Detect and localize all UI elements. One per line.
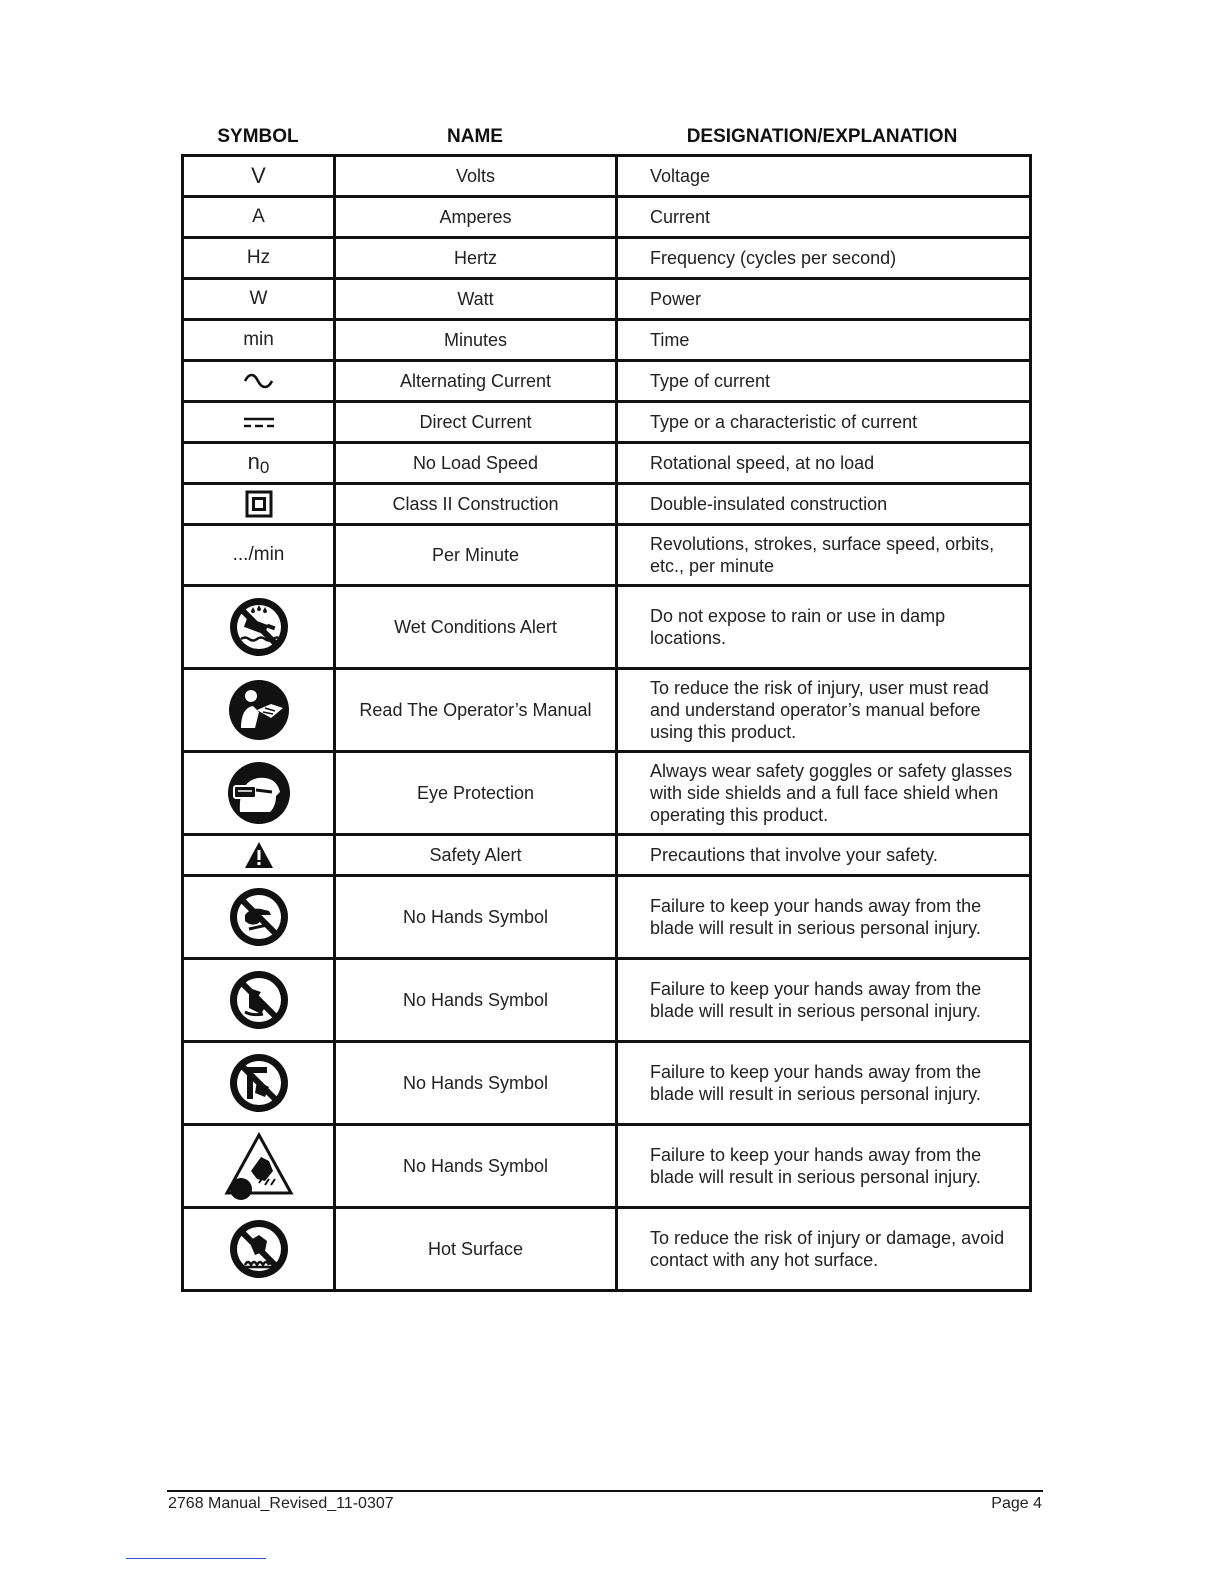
- symbol-cell: [183, 197, 335, 238]
- table-row: [183, 876, 1031, 959]
- name-cell: No Hands Symbol: [335, 876, 617, 959]
- designation-cell: Always wear safety goggles or safety glasses with side shields and a full face shield when operating this product.: [617, 752, 1031, 835]
- symbol-text: A: [252, 206, 265, 227]
- name-cell: Hot Surface: [335, 1208, 617, 1291]
- symbol-text: Hz: [246, 247, 271, 268]
- table-row: [183, 1125, 1031, 1208]
- designation-cell: Power: [617, 279, 1031, 320]
- footer-document-id: 2768 Manual_Revised_11-0307: [168, 1495, 394, 1512]
- no-hands-icon: [227, 885, 291, 949]
- designation-cell: To reduce the risk of injury, user must read and understand operator’s manual before using this product.: [617, 669, 1031, 752]
- table-row: [183, 156, 1031, 197]
- table-row: [183, 752, 1031, 835]
- footer-page-number: Page 4: [991, 1495, 1042, 1512]
- name-cell: No Hands Symbol: [335, 1125, 617, 1208]
- safety-alert-icon: [243, 840, 275, 870]
- designation-cell: Current: [617, 197, 1031, 238]
- no-hands-warning-triangle-icon: [223, 1131, 295, 1201]
- footer-rule: [167, 1490, 1043, 1492]
- designation-cell: Type or a characteristic of current: [617, 402, 1031, 443]
- bottom-divider: [126, 1558, 266, 1559]
- symbol-cell: [183, 402, 335, 443]
- symbol-cell: [183, 1208, 335, 1291]
- symbol-text: V: [251, 163, 266, 188]
- name-cell: Amperes: [335, 197, 617, 238]
- symbol-cell: [183, 586, 335, 669]
- name-cell: Watt: [335, 279, 617, 320]
- read-manual-icon: [227, 678, 291, 742]
- table-row: [183, 279, 1031, 320]
- class-ii-construction-icon: [245, 490, 273, 518]
- header-designation: DESIGNATION/EXPLANATION: [686, 126, 958, 147]
- table-row: [183, 959, 1031, 1042]
- designation-cell: Failure to keep your hands away from the blade will result in serious personal injury.: [617, 876, 1031, 959]
- designation-cell: Precautions that involve your safety.: [617, 835, 1031, 876]
- name-cell: Alternating Current: [335, 361, 617, 402]
- table-row: [183, 835, 1031, 876]
- name-cell: Volts: [335, 156, 617, 197]
- eye-protection-icon: [226, 760, 292, 826]
- name-cell: Minutes: [335, 320, 617, 361]
- table-row: [183, 484, 1031, 525]
- direct-current-icon: [242, 415, 276, 431]
- symbol-subscript: 0: [259, 457, 270, 477]
- symbols-table: [181, 154, 1032, 1292]
- table-row: [183, 1208, 1031, 1291]
- name-cell: No Hands Symbol: [335, 1042, 617, 1125]
- no-hands-icon: [227, 968, 291, 1032]
- name-cell: No Load Speed: [335, 443, 617, 484]
- table-row: [183, 361, 1031, 402]
- designation-cell: Failure to keep your hands away from the blade will result in serious personal injury.: [617, 959, 1031, 1042]
- header-name: NAME: [447, 126, 503, 147]
- alternating-current-icon: [242, 372, 276, 392]
- table-row: [183, 402, 1031, 443]
- designation-cell: Failure to keep your hands away from the blade will result in serious personal injury.: [617, 1125, 1031, 1208]
- symbol-main: n: [247, 448, 260, 474]
- name-cell: Hertz: [335, 238, 617, 279]
- symbol-cell: [183, 156, 335, 197]
- header-symbol: SYMBOL: [217, 126, 299, 147]
- designation-cell: Voltage: [617, 156, 1031, 197]
- table-row: [183, 320, 1031, 361]
- name-cell: Wet Conditions Alert: [335, 586, 617, 669]
- symbol-cell: [183, 959, 335, 1042]
- symbol-cell: [183, 876, 335, 959]
- symbol-cell: [183, 752, 335, 835]
- symbol-text: min: [243, 329, 274, 350]
- name-cell: No Hands Symbol: [335, 959, 617, 1042]
- table-header: [182, 126, 1028, 152]
- designation-cell: Double-insulated construction: [617, 484, 1031, 525]
- name-cell: Class II Construction: [335, 484, 617, 525]
- designation-cell: Type of current: [617, 361, 1031, 402]
- symbol-cell: [183, 443, 335, 484]
- table-row: [183, 238, 1031, 279]
- designation-cell: Time: [617, 320, 1031, 361]
- symbol-text: W: [249, 288, 268, 309]
- symbol-cell: [183, 279, 335, 320]
- wet-conditions-icon: [227, 595, 291, 659]
- name-cell: Eye Protection: [335, 752, 617, 835]
- table-row: [183, 525, 1031, 586]
- name-cell: Read The Operator’s Manual: [335, 669, 617, 752]
- symbol-text: .../min: [232, 544, 285, 565]
- designation-cell: Rotational speed, at no load: [617, 443, 1031, 484]
- symbol-cell: [183, 1042, 335, 1125]
- no-load-speed-symbol: [247, 448, 270, 477]
- table-row: [183, 443, 1031, 484]
- designation-cell: Failure to keep your hands away from the blade will result in serious personal injury.: [617, 1042, 1031, 1125]
- symbol-cell: [183, 835, 335, 876]
- name-cell: Per Minute: [335, 525, 617, 586]
- designation-cell: Do not expose to rain or use in damp locations.: [617, 586, 1031, 669]
- symbol-cell: [183, 320, 335, 361]
- table-row: [183, 586, 1031, 669]
- designation-cell: To reduce the risk of injury or damage, avoid contact with any hot surface.: [617, 1208, 1031, 1291]
- no-hands-icon: [227, 1051, 291, 1115]
- symbol-cell: [183, 525, 335, 586]
- designation-cell: Frequency (cycles per second): [617, 238, 1031, 279]
- name-cell: Direct Current: [335, 402, 617, 443]
- designation-cell: Revolutions, strokes, surface speed, orbits, etc., per minute: [617, 525, 1031, 586]
- symbol-cell: [183, 484, 335, 525]
- symbol-cell: [183, 669, 335, 752]
- table-row: [183, 1042, 1031, 1125]
- symbol-cell: [183, 1125, 335, 1208]
- hot-surface-icon: [227, 1217, 291, 1281]
- table-row: [183, 197, 1031, 238]
- symbol-cell: [183, 238, 335, 279]
- name-cell: Safety Alert: [335, 835, 617, 876]
- table-row: [183, 669, 1031, 752]
- symbol-cell: [183, 361, 335, 402]
